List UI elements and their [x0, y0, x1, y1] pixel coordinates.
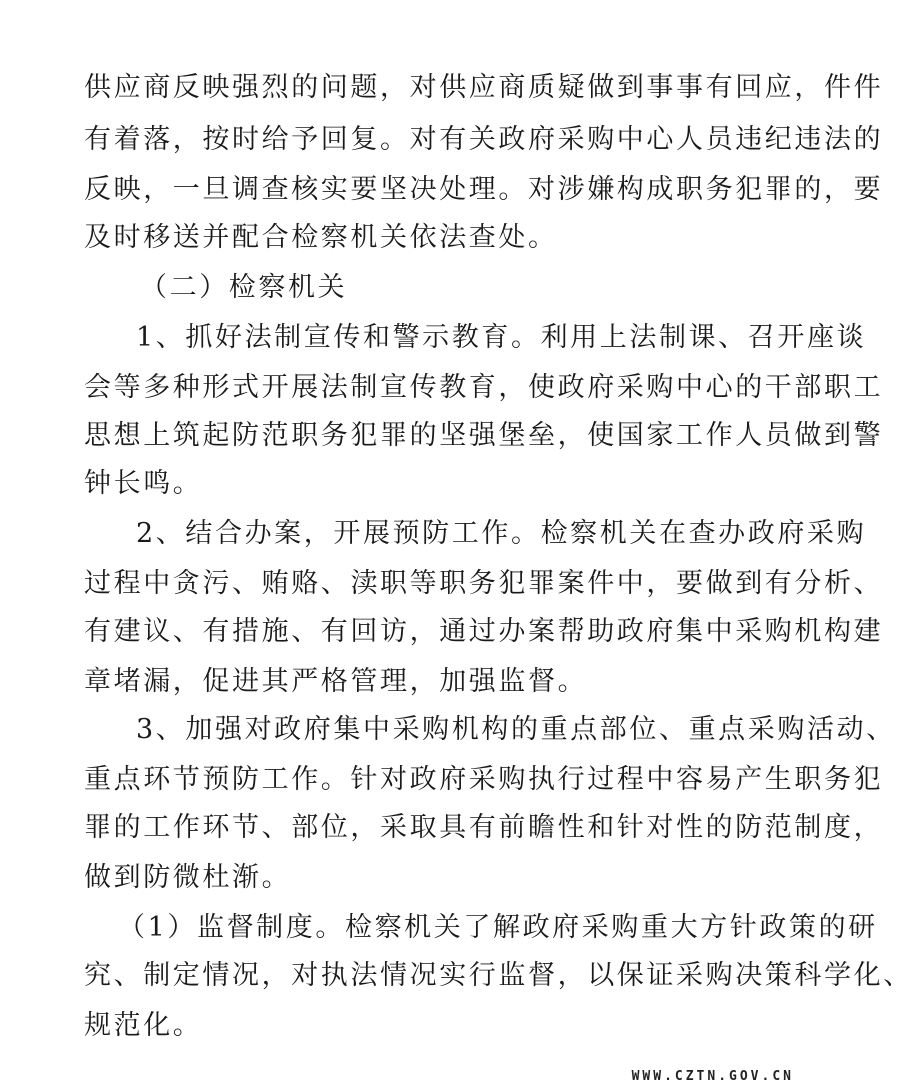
text-line: （1）监督制度。检察机关了解政府采购重大方针政策的研 — [118, 912, 878, 943]
text-line: 1、抓好法制宣传和警示教育。利用上法制课、召开座谈 — [136, 322, 867, 353]
text-line: 会等多种形式开展法制宣传教育，使政府采购中心的干部职工 — [84, 372, 884, 403]
text-line: 有着落，按时给予回复。对有关政府采购中心人员违纪违法的 — [84, 124, 884, 155]
text-line: 罪的工作环节、部位，采取具有前瞻性和针对性的防范制度， — [84, 812, 884, 843]
text-line: 做到防微杜渐。 — [84, 862, 292, 893]
text-line: 思想上筑起防范职务犯罪的坚强堡垒，使国家工作人员做到警 — [84, 420, 884, 451]
text-line: 2、结合办案，开展预防工作。检察机关在查办政府采购 — [136, 518, 867, 549]
section-heading: （二）检察机关 — [140, 272, 348, 303]
text-line: 有建议、有措施、有回访，通过办案帮助政府集中采购机构建 — [84, 616, 884, 647]
text-line: 究、制定情况，对执法情况实行监督，以保证采购决策科学化、 — [84, 960, 913, 991]
text-line: 供应商反映强烈的问题，对供应商质疑做到事事有回应，件件 — [84, 72, 884, 103]
text-line: 钟长鸣。 — [84, 468, 203, 499]
text-line: 规范化。 — [84, 1010, 203, 1041]
text-line: 及时移送并配合检察机关依法查处。 — [84, 222, 558, 253]
site-watermark: WWW.CZTN.GOV.CN — [631, 1069, 794, 1084]
text-line: 章堵漏，促进其严格管理，加强监督。 — [84, 666, 588, 697]
text-line: 重点环节预防工作。针对政府采购执行过程中容易产生职务犯 — [84, 764, 884, 795]
text-line: 反映，一旦调查核实要坚决处理。对涉嫌构成职务犯罪的，要 — [84, 174, 884, 205]
text-line: 3、加强对政府集中采购机构的重点部位、重点采购活动、 — [136, 714, 896, 745]
text-line: 过程中贪污、贿赂、渎职等职务犯罪案件中，要做到有分析、 — [84, 568, 884, 599]
